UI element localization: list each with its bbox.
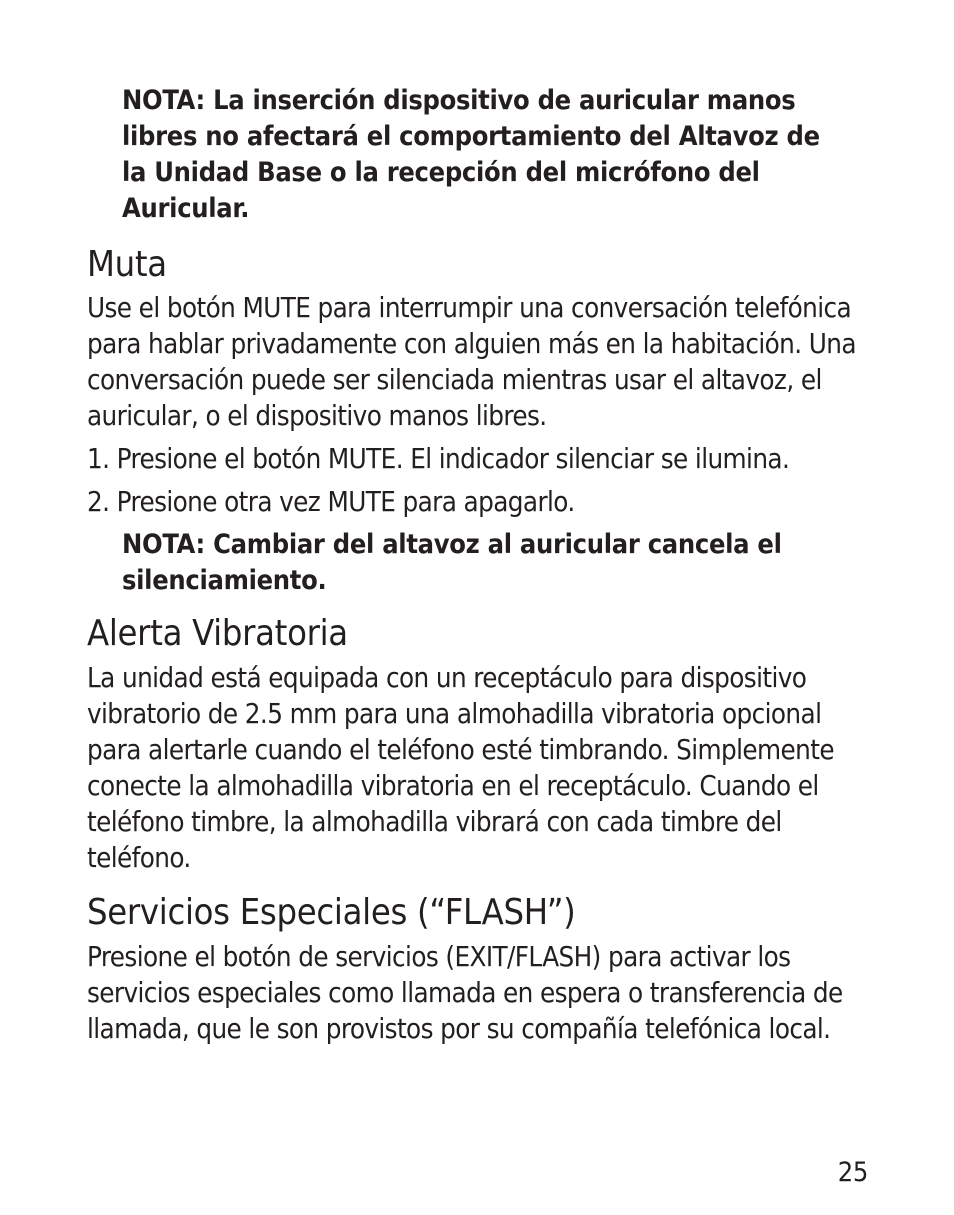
mute-note: NOTA: Cambiar del altavoz al auricular cancela el silenciamiento.: [122, 529, 782, 596]
flash-heading: Servicios Especiales (“FLASH”): [87, 892, 576, 933]
vibration-description: La unidad está equipada con un receptáculo para dispositivo vibratorio de 2.5 mm para una almohadilla vibratoria opcional para alertarle cuando el teléfono esté timbrando. Simplemente conecte la almohadilla vibratoria en el receptáculo. Cuando el teléfono timbre, la almohadilla vibrará con cada timbre del teléfono.: [87, 662, 834, 874]
mute-step-2: 2. Presione otra vez MUTE para apagarlo.: [87, 486, 575, 518]
mute-heading: Muta: [87, 244, 167, 285]
vibration-heading: Alerta Vibratoria: [87, 613, 348, 654]
headset-note: NOTA: La inserción dispositivo de auricular manos libres no afectará el comportamiento del Altavoz de la Unidad Base o la recepción del micrófono del Auricular.: [122, 85, 820, 224]
mute-step-1: 1. Presione el botón MUTE. El indicador silenciar se ilumina.: [87, 443, 790, 475]
mute-description: Use el botón MUTE para interrumpir una conversación telefónica para hablar privadamente con alguien más en la habitación. Una conversación puede ser silenciada mientras usar el altavoz, el auricular, o el dispositivo manos libres.: [87, 292, 856, 432]
flash-description: Presione el botón de servicios (EXIT/FLASH) para activar los servicios especiales como llamada en espera o transferencia de llamada, que le son provistos por su compañía telefónica local.: [87, 941, 843, 1045]
page-number: 25: [837, 1157, 868, 1188]
